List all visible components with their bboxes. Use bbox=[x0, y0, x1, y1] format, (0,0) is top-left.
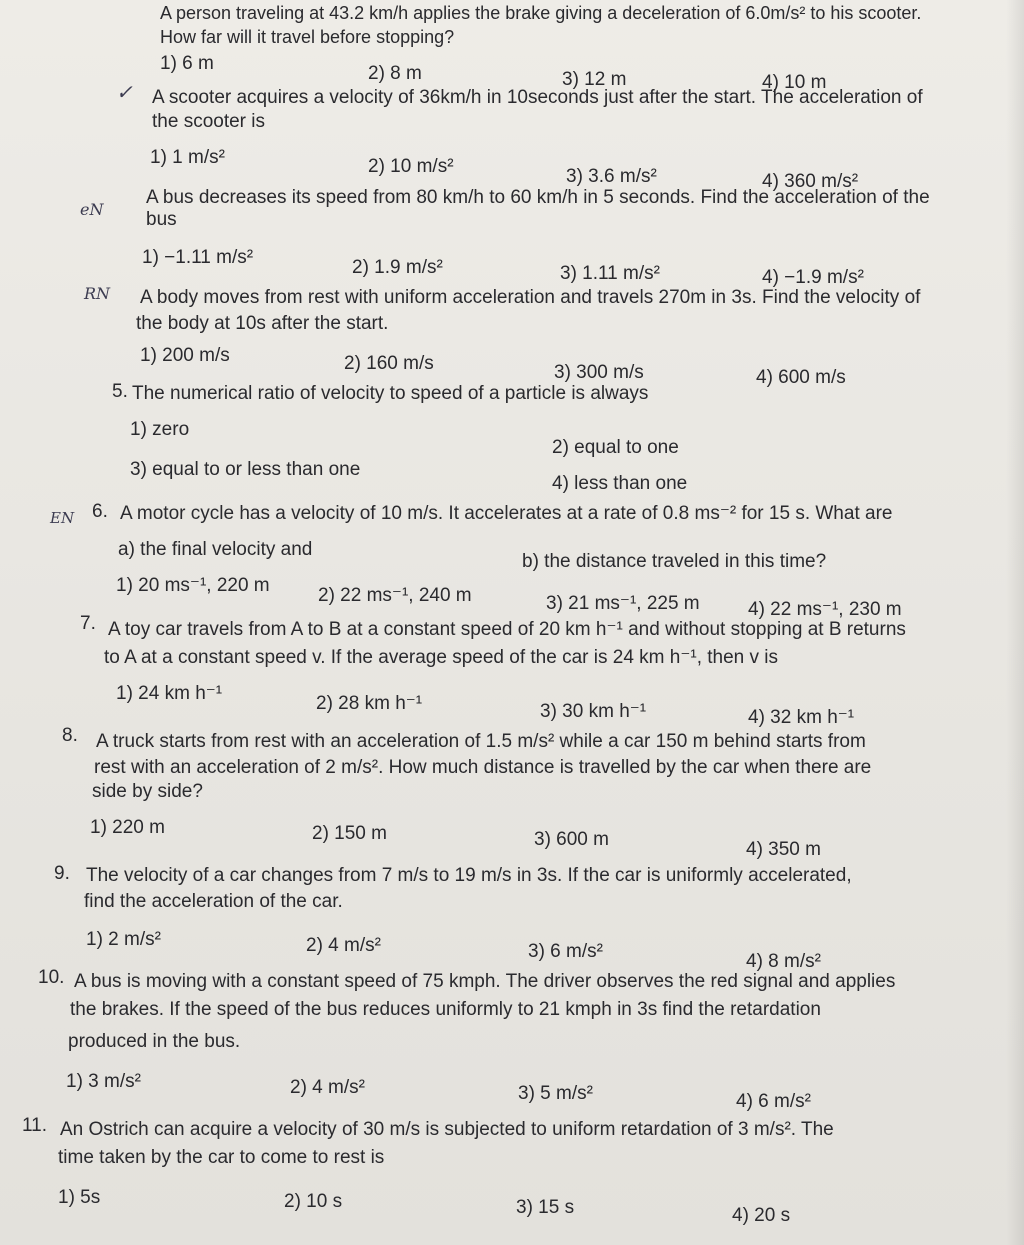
q6-sub-b: b) the distance traveled in this time? bbox=[522, 551, 827, 572]
q10-line-2: the brakes. If the speed of the bus reduces uniformly to 21 kmph in 3s find the retardation bbox=[70, 999, 821, 1020]
q8-line-2: rest with an acceleration of 2 m/s². How much distance is travelled by the car when there are bbox=[94, 757, 872, 778]
q9-number: 9. bbox=[54, 863, 70, 884]
q8-line-1: A truck starts from rest with an acceleration of 1.5 m/s² while a car 150 m behind starts from bbox=[96, 731, 866, 752]
q7-line-2: to A at a constant speed v. If the average speed of the car is 24 km h⁻¹, then v is bbox=[104, 647, 779, 668]
q5-option-2: 2) equal to one bbox=[552, 437, 679, 458]
q11-option-2: 2) 10 s bbox=[284, 1191, 343, 1212]
q9-option-4: 4) 8 m/s² bbox=[746, 951, 821, 972]
q11-option-1: 1) 5s bbox=[58, 1187, 101, 1208]
q2-option-3: 3) 3.6 m/s² bbox=[566, 166, 657, 187]
q11-number: 11. bbox=[22, 1115, 48, 1136]
q7-number: 7. bbox=[80, 613, 96, 634]
q8-option-4: 4) 350 m bbox=[746, 839, 821, 860]
q3-option-1: 1) −1.11 m/s² bbox=[142, 247, 254, 268]
q10-option-4: 4) 6 m/s² bbox=[736, 1091, 811, 1112]
q2-option-1: 1) 1 m/s² bbox=[150, 147, 225, 168]
q4-option-1: 1) 200 m/s bbox=[140, 345, 230, 366]
q1-option-1: 1) 6 m bbox=[160, 53, 214, 74]
q5-line-1: The numerical ratio of velocity to speed of a particle is always bbox=[132, 383, 649, 404]
q8-option-2: 2) 150 m bbox=[312, 823, 387, 844]
q11-option-3: 3) 15 s bbox=[516, 1197, 575, 1218]
q6-option-3: 3) 21 ms⁻¹, 225 m bbox=[546, 593, 700, 614]
q7-option-2: 2) 28 km h⁻¹ bbox=[316, 693, 423, 714]
q2-option-4: 4) 360 m/s² bbox=[762, 171, 859, 192]
q9-option-3: 3) 6 m/s² bbox=[528, 941, 603, 962]
q4-option-2: 2) 160 m/s bbox=[344, 353, 434, 374]
q7-line-1: A toy car travels from A to B at a constant speed of 20 km h⁻¹ and without stopping at B returns bbox=[108, 619, 906, 640]
q8-number: 8. bbox=[62, 725, 78, 746]
page-shadow-edge bbox=[1006, 0, 1024, 1245]
q5-option-3: 3) equal to or less than one bbox=[130, 459, 361, 480]
q4-margin-note: RN bbox=[84, 284, 111, 303]
q5-option-1: 1) zero bbox=[130, 419, 190, 440]
q7-option-3: 3) 30 km h⁻¹ bbox=[540, 701, 647, 722]
q9-option-1: 1) 2 m/s² bbox=[86, 929, 161, 950]
q6-option-2: 2) 22 ms⁻¹, 240 m bbox=[318, 585, 472, 606]
q2-check-mark: ✓ bbox=[116, 80, 133, 104]
q8-option-1: 1) 220 m bbox=[90, 817, 165, 838]
q4-option-3: 3) 300 m/s bbox=[554, 362, 644, 383]
q4-option-4: 4) 600 m/s bbox=[756, 367, 846, 388]
q6-option-4: 4) 22 ms⁻¹, 230 m bbox=[748, 599, 902, 620]
q1-option-4: 4) 10 m bbox=[762, 72, 827, 93]
q1-line-1: A person traveling at 43.2 km/h applies the brake giving a deceleration of 6.0m/s² to his scooter. bbox=[160, 3, 922, 23]
q6-option-1: 1) 20 ms⁻¹, 220 m bbox=[116, 575, 270, 596]
q8-line-3: side by side? bbox=[92, 781, 203, 802]
q7-option-1: 1) 24 km h⁻¹ bbox=[116, 683, 223, 704]
q10-option-1: 1) 3 m/s² bbox=[66, 1071, 141, 1092]
q6-line-1: A motor cycle has a velocity of 10 m/s. It accelerates at a rate of 0.8 ms⁻² for 15 s. What are bbox=[120, 503, 893, 524]
q3-option-4: 4) −1.9 m/s² bbox=[762, 267, 864, 288]
q9-option-2: 2) 4 m/s² bbox=[306, 935, 381, 956]
q5-option-4: 4) less than one bbox=[552, 473, 688, 494]
q3-line-2: bus bbox=[146, 209, 177, 230]
q10-line-3: produced in the bus. bbox=[68, 1031, 241, 1052]
q2-line-1: A scooter acquires a velocity of 36km/h in 10seconds just after the start. The acceleration of bbox=[152, 87, 923, 108]
q6-number: 6. bbox=[92, 501, 108, 522]
q10-option-3: 3) 5 m/s² bbox=[518, 1083, 593, 1104]
q1-option-2: 2) 8 m bbox=[368, 63, 422, 84]
q2-line-2: the scooter is bbox=[152, 111, 265, 132]
q2-option-2: 2) 10 m/s² bbox=[368, 156, 454, 177]
q3-option-2: 2) 1.9 m/s² bbox=[352, 257, 443, 278]
q3-margin-note: eN bbox=[80, 200, 104, 219]
q10-line-1: A bus is moving with a constant speed of 75 kmph. The driver observes the red signal and applies bbox=[74, 971, 896, 992]
q9-line-2: find the acceleration of the car. bbox=[84, 891, 343, 912]
q10-number: 10. bbox=[38, 967, 65, 988]
q8-option-3: 3) 600 m bbox=[534, 829, 609, 850]
q7-option-4: 4) 32 km h⁻¹ bbox=[748, 707, 855, 728]
q5-number: 5. bbox=[112, 381, 128, 402]
q10-option-2: 2) 4 m/s² bbox=[290, 1077, 365, 1098]
q3-option-3: 3) 1.11 m/s² bbox=[560, 263, 660, 284]
q1-line-2: How far will it travel before stopping? bbox=[160, 27, 455, 47]
q6-sub-a: a) the final velocity and bbox=[118, 539, 313, 560]
q4-line-2: the body at 10s after the start. bbox=[136, 313, 389, 334]
q6-margin-note: EN bbox=[50, 509, 75, 527]
q11-option-4: 4) 20 s bbox=[732, 1205, 791, 1226]
q11-line-1: An Ostrich can acquire a velocity of 30 m/s is subjected to uniform retardation of 3 m/s². The bbox=[60, 1119, 834, 1140]
q4-line-1: A body moves from rest with uniform acceleration and travels 270m in 3s. Find the velocity of bbox=[140, 287, 921, 308]
q11-line-2: time taken by the car to come to rest is bbox=[58, 1147, 385, 1168]
q9-line-1: The velocity of a car changes from 7 m/s to 19 m/s in 3s. If the car is uniformly accelerated, bbox=[86, 865, 852, 886]
q1-option-3: 3) 12 m bbox=[562, 69, 627, 90]
q3-line-1: A bus decreases its speed from 80 km/h to 60 km/h in 5 seconds. Find the acceleration of the bbox=[146, 187, 930, 208]
